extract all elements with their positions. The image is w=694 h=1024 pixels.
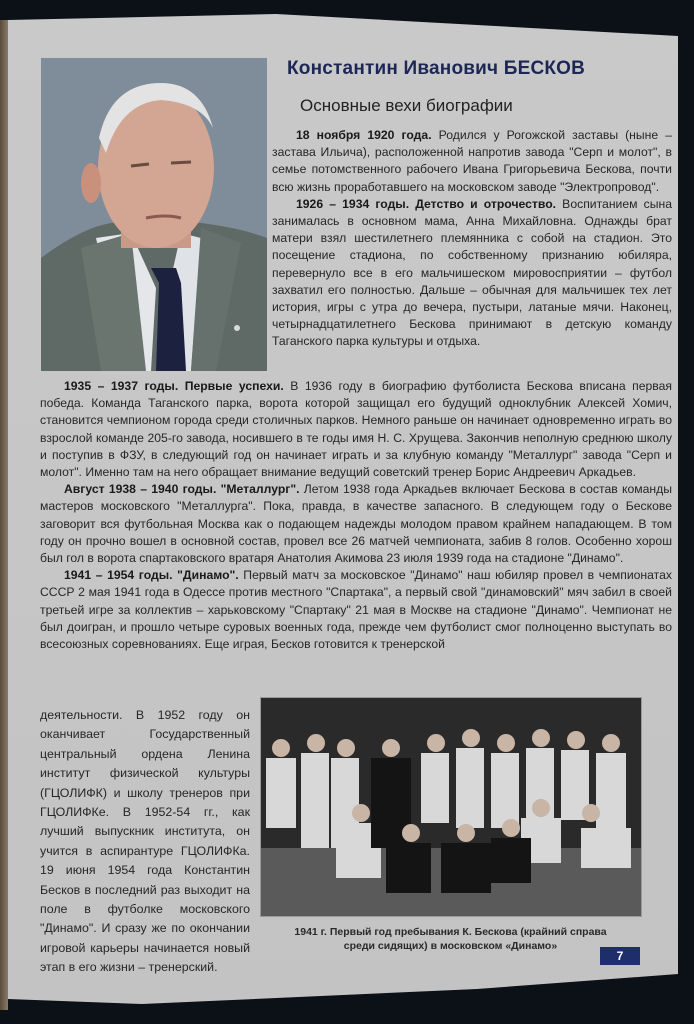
booklet-spine: [0, 20, 8, 1010]
section-body: В 1936 году в биографию футболиста Бескова вписана первая победа. Команда Таганского парка, ворота которой защищал его будущий одноклубник Алексей Хомич, становится чемпионом города среди столичных парков. Немного раньше он начинает одновременно играть во взрослой команде 205-го завода, носившего в те годы имя Н. С. Хрущева. Закончив неполную среднюю школу и поступив в ФЗУ, в следующий год он начинает играть и за клубную команду "Металлург" завода "Серп и молот". Именно там на него обращает внимание ведущий советский тренер Борис Андреевич Аркадьев.: [40, 379, 672, 480]
portrait-photo: [41, 58, 267, 371]
page-subtitle: Основные вехи биографии: [300, 96, 513, 115]
section-body: Первый матч за московское "Динамо" наш юбиляр провел в чемпионатах СССР 2 мая 1941 года в Одессе против местного "Спартака", а первый свой "динамовский" мяч забил в своей третьей игре за коллектив – харьковскому "Спартаку" 21 мая в Москве на стадионе "Динамо". Чемпионат не был доигран, и прошло четыре суровых военных года, прежде чем футболист смог полноценно выступать во всесоюзных соревнованиях. Еще играя, Бесков готовится к тренерской: [40, 568, 672, 652]
section-heading: 18 ноября 1920 года.: [296, 128, 432, 142]
page-title: Константин Иванович БЕСКОВ: [287, 58, 586, 79]
section-heading: Август 1938 – 1940 годы. "Металлург".: [64, 482, 300, 497]
biography-column-right: [272, 127, 672, 351]
section-body: Родился у Рогожской заставы (ныне – застава Ильича), расположенной напротив завода "Серп и молот", в семье потомственного рабочего Ивана Григорьевича Бескова, почти всю жизнь проработавшего на московском заводе "Электропровод".: [272, 128, 672, 194]
section-1926-1934: [272, 196, 672, 351]
portrait-illustration: [41, 58, 267, 371]
team-photo-caption: 1941 г. Первый год пребывания К. Бескова (крайний справа среди сидящих) в московском «Динамо»: [294, 926, 607, 952]
section-body: Воспитанием сына занималась в основном мама, Анна Михайловна. Однажды брат матери взял шестилетнего племянника с собой на стадион. Это посещение стадиона, по собственному признанию юбиляра, перевернуло все в его мальчишеском мировосприятии – футбол захватил его полностью. Дальше – обычная для мальчишек тех лет история, игры с утра до вечера, пустыри, латаные мячи. Наконец, четырнадцатилетнего Бескова принимают в детскую команду Таганского парка культуры и отдыха.: [272, 196, 673, 349]
section-heading: 1941 – 1954 годы. "Динамо".: [64, 568, 239, 583]
team-photo-illustration: [261, 698, 641, 916]
section-1920: [272, 127, 672, 196]
biography-column-left: [40, 706, 250, 978]
section-1938-1940: [40, 481, 672, 567]
section-1941-1954-continuation: деятельности. В 1952 году он оканчивает Государственный центральный ордена Ленина институт физической культуры (ГЦОЛИФК) и школу тренеров при ГЦОЛИФКе. В 1952-54 гг., как лучший выпускник института, он учится в аспирантуре ГЦОЛИФКа. 19 июня 1954 года Константин Бесков в последний раз выходит на поле в футболке московского "Динамо". И сразу же по окончании игровой карьеры начинается новый этап в его жизни – тренерский.: [40, 708, 250, 975]
section-heading: 1926 – 1934 годы. Детство и отрочество.: [296, 196, 557, 211]
section-heading: 1935 – 1937 годы. Первые успехи.: [64, 379, 284, 393]
biography-column-full: [40, 378, 672, 653]
page-number: 7: [600, 947, 640, 965]
section-1941-1954: [40, 567, 672, 653]
section-body: Летом 1938 года Аркадьев включает Бескова в состав команды мастеров московского "Металлурга". Пока, правда, в качестве запасного. В следующем году о Бескове заговорит вся футбольная Москва как о подающем надежды молодом правом крайнем нападающем. В том году он прочно вошел в основной состав, провел все 26 матчей чемпионата, забив 8 голов. Особенно хорош был гол в ворота спартаковского вратаря Анатолия Акимова 23 июля 1939 года на стадионе "Динамо".: [40, 482, 672, 566]
team-photo: [260, 697, 642, 917]
section-1935-1937: [40, 378, 672, 481]
